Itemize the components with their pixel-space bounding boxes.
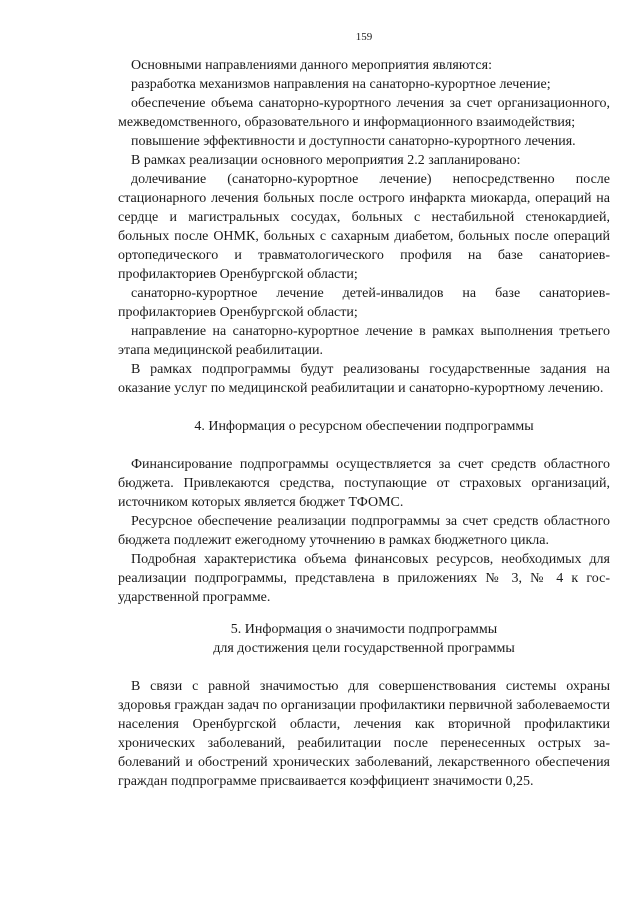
paragraph: В рамках подпрограммы будут реализованы государственные задания на оказание услуг по медицинской реабилитации и санаторно-курортному лечению. — [118, 362, 610, 396]
paragraph: Подробная характеристика объема финансовых ресурсов, необходимых для реализации подпрограммы, представлена в приложениях № 3, № 4 к государственной программе. — [118, 552, 610, 605]
paragraph: санаторно-курортное лечение детей-инвалидов на базе санаториев-профилакториев Оренбургской области; — [118, 286, 610, 320]
paragraph: Ресурсное обеспечение реализации подпрограммы за счет средств областного бюджета подлежит ежегодному уточнению в рамках бюджетного цикла. — [118, 514, 610, 548]
paragraph: долечивание (санаторно-курортное лечение) непосредственно после стационарного лечения больных после острого инфаркта миокарда, операций на сердце и магистральных сосудах, больных с нестабильной стенокардией, больных после ОНМК, больных с сахарным диабетом, больных после операций ортопедического и травматологического профиля на базе санаториев-профилакториев Оренбургской области; — [118, 172, 610, 282]
paragraph: направление на санаторно-курортное лечение в рамках выполнения третьего этапа медицинской реабилитации. — [118, 324, 610, 358]
paragraph: Финансирование подпрограммы осуществляется за счет средств областного бюджета. Привлекаются средства, поступающие от страховых организаций, источником которых является бюджет ТФОМС. — [118, 457, 610, 510]
paragraph: Основными направлениями данного мероприятия являются: — [131, 58, 492, 73]
paragraph: повышение эффективности и доступности санаторно-курортного лечения. — [131, 134, 576, 149]
paragraph: В рамках реализации основного мероприятия 2.2 запланировано: — [131, 153, 521, 168]
section-heading: 5. Информация о значимости подпрограммы — [230, 622, 498, 637]
page-number: 159 — [355, 31, 373, 43]
paragraph: В связи с равной значимостью для совершенствования системы охраны здоровья граждан задач по организации профилактики первичной заболеваемости населения Оренбургской области, лечения как вторичной профилактики хронических заболеваний, реабилитации после перенесенных острых заболеваний и обострений хронических заболеваний, лекарственного обеспечения граждан подпрограмме присваивается коэффициент значимости 0,25. — [118, 679, 610, 789]
paragraph: разработка механизмов направления на санаторно-курортное лечение; — [131, 77, 551, 92]
paragraph: обеспечение объема санаторно-курортного лечения за счет организационного, межведомственного, образовательного и информационного взаимодействия; — [118, 96, 610, 130]
section-heading: 4. Информация о ресурсном обеспечении подпрограммы — [194, 419, 534, 434]
section-heading-continued: для достижения цели государственной программы — [213, 641, 515, 656]
